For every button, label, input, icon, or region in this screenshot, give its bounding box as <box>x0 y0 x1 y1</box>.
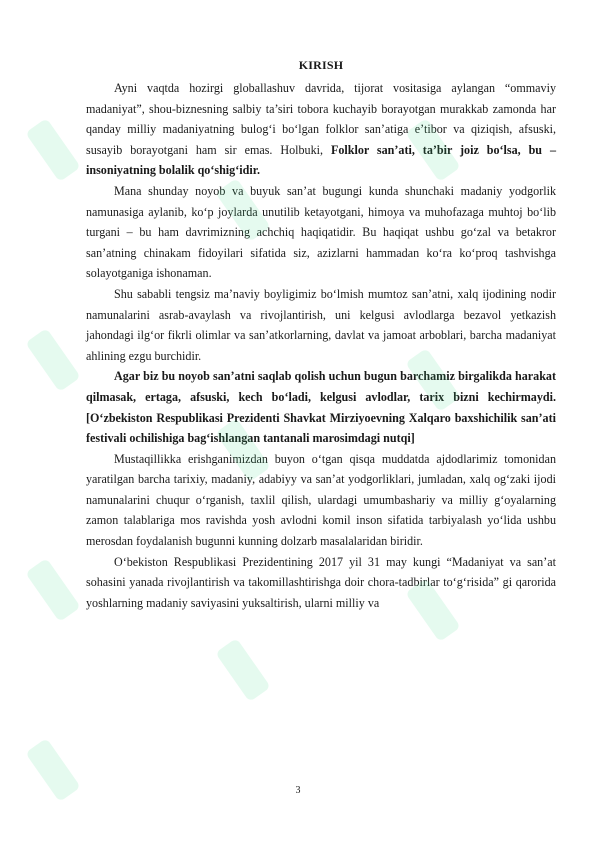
paragraph-5: Mustaqillikka erishganimizdan buyon o‘tgan qisqa muddatda ajdodlarimiz tomonidan yaratilgan barcha tarixiy, madaniy, adabiyy va san’at yodgorliklari, jumladan, xalq og‘zaki ijodi namunalarini chuqur o‘rganish, taxlil qilish, ulardagi umumbashariy va milliy g‘oyalarning zamon talablariga mos ravishda yosh avlodni komil inson sifatida tarbiyalash yo‘lida ushbu merosdan foydalanish bugunni kunning dolzarb masalalaridan biridir. <box>86 451 556 549</box>
paragraph-2: Mana shunday noyob va buyuk san’at bugungi kunda shunchaki madaniy yodgorlik namunasiga aylanib, ko‘p joylarda unutilib ketayotgani, himoya va muhofazaga muhtoj bo‘lib turgani – bu ham davrimizning achchiq haqiqatidir. Bu haqiqat ushbu go‘zal va betakror san’atning chinakam fidoyilari sifatida siz, azizlarni hammadan ko‘ra ko‘proq tashvishga solayotganiga ishonaman. <box>86 183 556 281</box>
paragraph-4-quote: Agar biz bu noyob san’atni saqlab qolish uchun bugun barchamiz birgalikda harakat qilmasak, ertaga, afsuski, kech bo‘ladi, kelgusi avlodlar, tarix bizni kechirmaydi. [O‘zbekiston Respublikasi Prezidenti Shavkat Mirziyoevning Xalqaro baxshichilik san’ati festivali ochilishiga bag‘ishlangan tantanali marosimdagi nutqi] <box>86 369 556 446</box>
paragraph-6: O‘bekiston Respublikasi Prezidentining 2017 yil 31 may kungi “Madaniyat va san’at sohasini yanada rivojlantirish va takomillashtirishga doir chora-tadbirlar to‘g‘risida” gi qarorida yoshlarning madaniy saviyasini yuksaltirish, ularni milliy va <box>86 554 556 610</box>
paragraph-1 <box>86 78 556 181</box>
paragraph-3: Shu sababli tengsiz ma’naviy boyligimiz bo‘lmish mumtoz san’atni, xalq ijodining nodir namunalarini asrab-avaylash va rivojlantirish, uni kelgusi avlodlarga bezavol yetkazish jahondagi ilg‘or fikrli olimlar va san’atkorlarning, davlat va jamoat arboblari, barcha madaniyat ahlining ezgu burchidir. <box>86 286 556 363</box>
page-number: 3 <box>295 785 301 796</box>
paragraph-1-bold: Folklor san’ati, ta’bir joiz bo‘lsa, bu – insoniyatning bolalik qo‘shig‘idir. <box>86 142 556 178</box>
document-page <box>86 58 556 613</box>
paragraph-1-text: Ayni vaqtda hozirgi globallashuv davrida, tijorat vositasiga aylangan “ommaviy madaniyat”, shou-biznesning salbiy ta’siri tobora kuchayib borayotgan murakkab zamonda har qanday milliy madaniyatning bulog‘i bo‘lgan folklor san’atiga e’tibor va qiziqish, afsuski, susayib borayotgani ham sir emas. Holbuki, <box>86 81 556 157</box>
page-title: KIRISH <box>298 58 344 72</box>
